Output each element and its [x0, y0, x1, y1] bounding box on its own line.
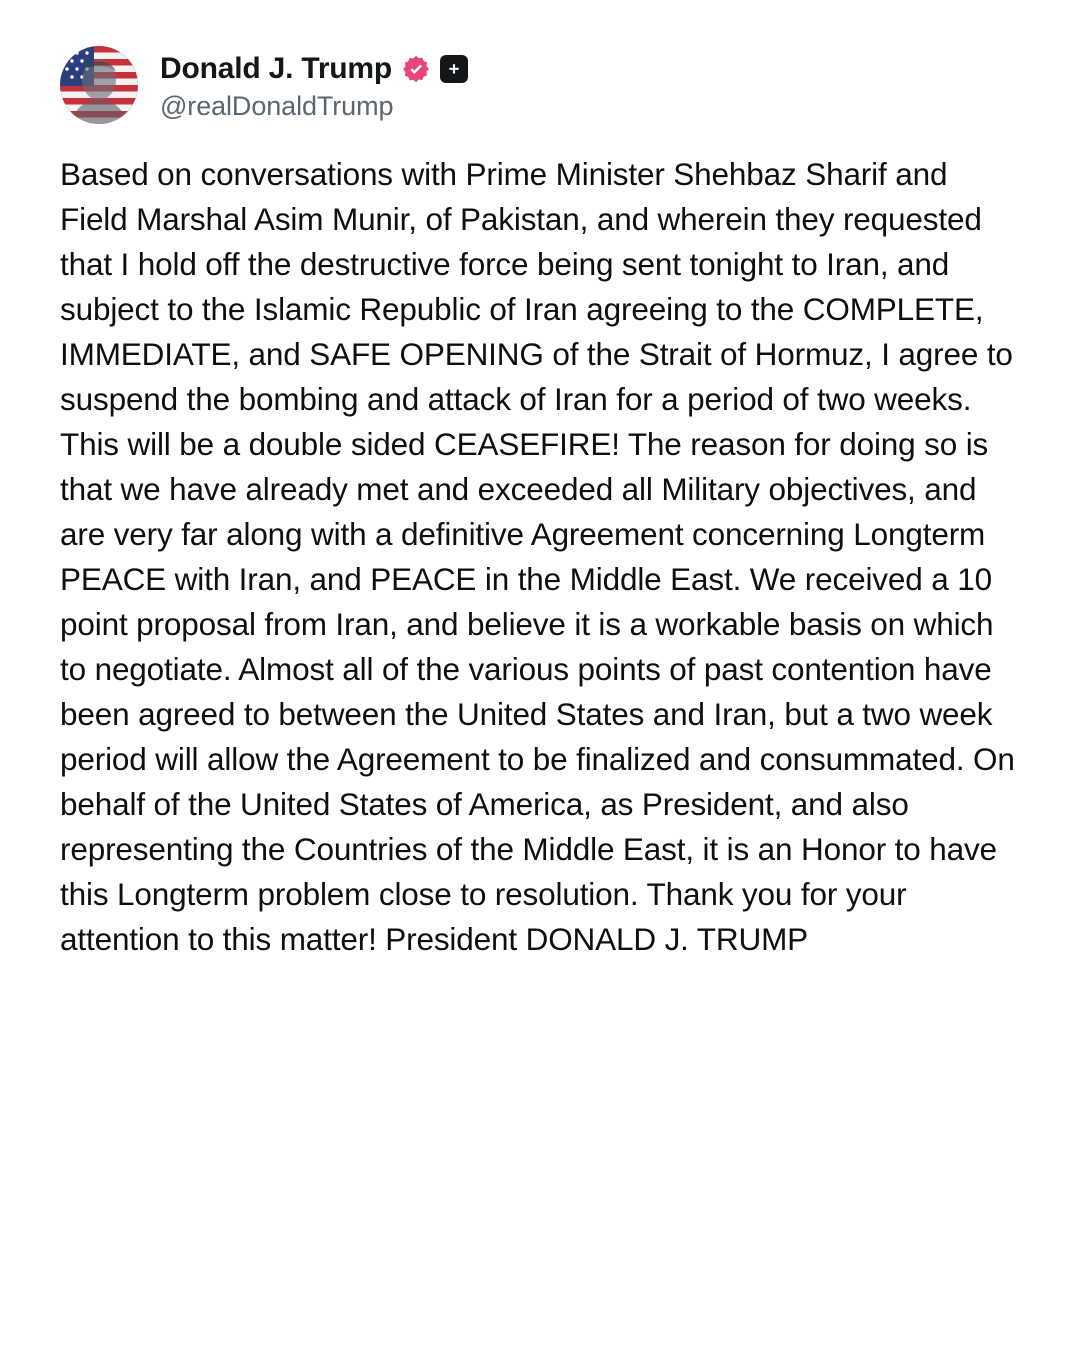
post-header: [58, 46, 1022, 124]
avatar[interactable]: [60, 46, 138, 124]
plus-badge-icon: [440, 55, 468, 83]
author-handle[interactable]: @realDonaldTrump: [160, 91, 394, 121]
author-identity: [160, 46, 468, 122]
post-text: Based on conversations with Prime Minister Shehbaz Sharif and Field Marshal Asim Munir, of Pakistan, and wherein they requested that I hold off the destructive force being sent tonight to Iran, and subject to the Islamic Republic of Iran agreeing to the COMPLETE, IMMEDIATE, and SAFE OPENING of the Strait of Hormuz, I agree to suspend the bombing and attack of Iran for a period of two weeks. This will be a double sided CEASEFIRE! The reason for doing so is that we have already met and exceeded all Military objectives, and are very far along with a definitive Agreement concerning Longterm PEACE with Iran, and PEACE in the Middle East. We received a 10 point proposal from Iran, and believe it is a workable basis on which to negotiate. Almost all of the various points of past contention have been agreed to between the United States and Iran, but a two week period will allow the Agreement to be finalized and consummated. On behalf of the United States of America, as President, and also representing the Countries of the Middle East, it is an Honor to have this Longterm problem close to resolution. Thank you for your attention to this matter! President DONALD J. TRUMP: [60, 156, 1024, 957]
verified-check-icon: [402, 55, 430, 83]
name-row: [160, 52, 468, 85]
author-display-name[interactable]: Donald J. Trump: [160, 52, 393, 85]
